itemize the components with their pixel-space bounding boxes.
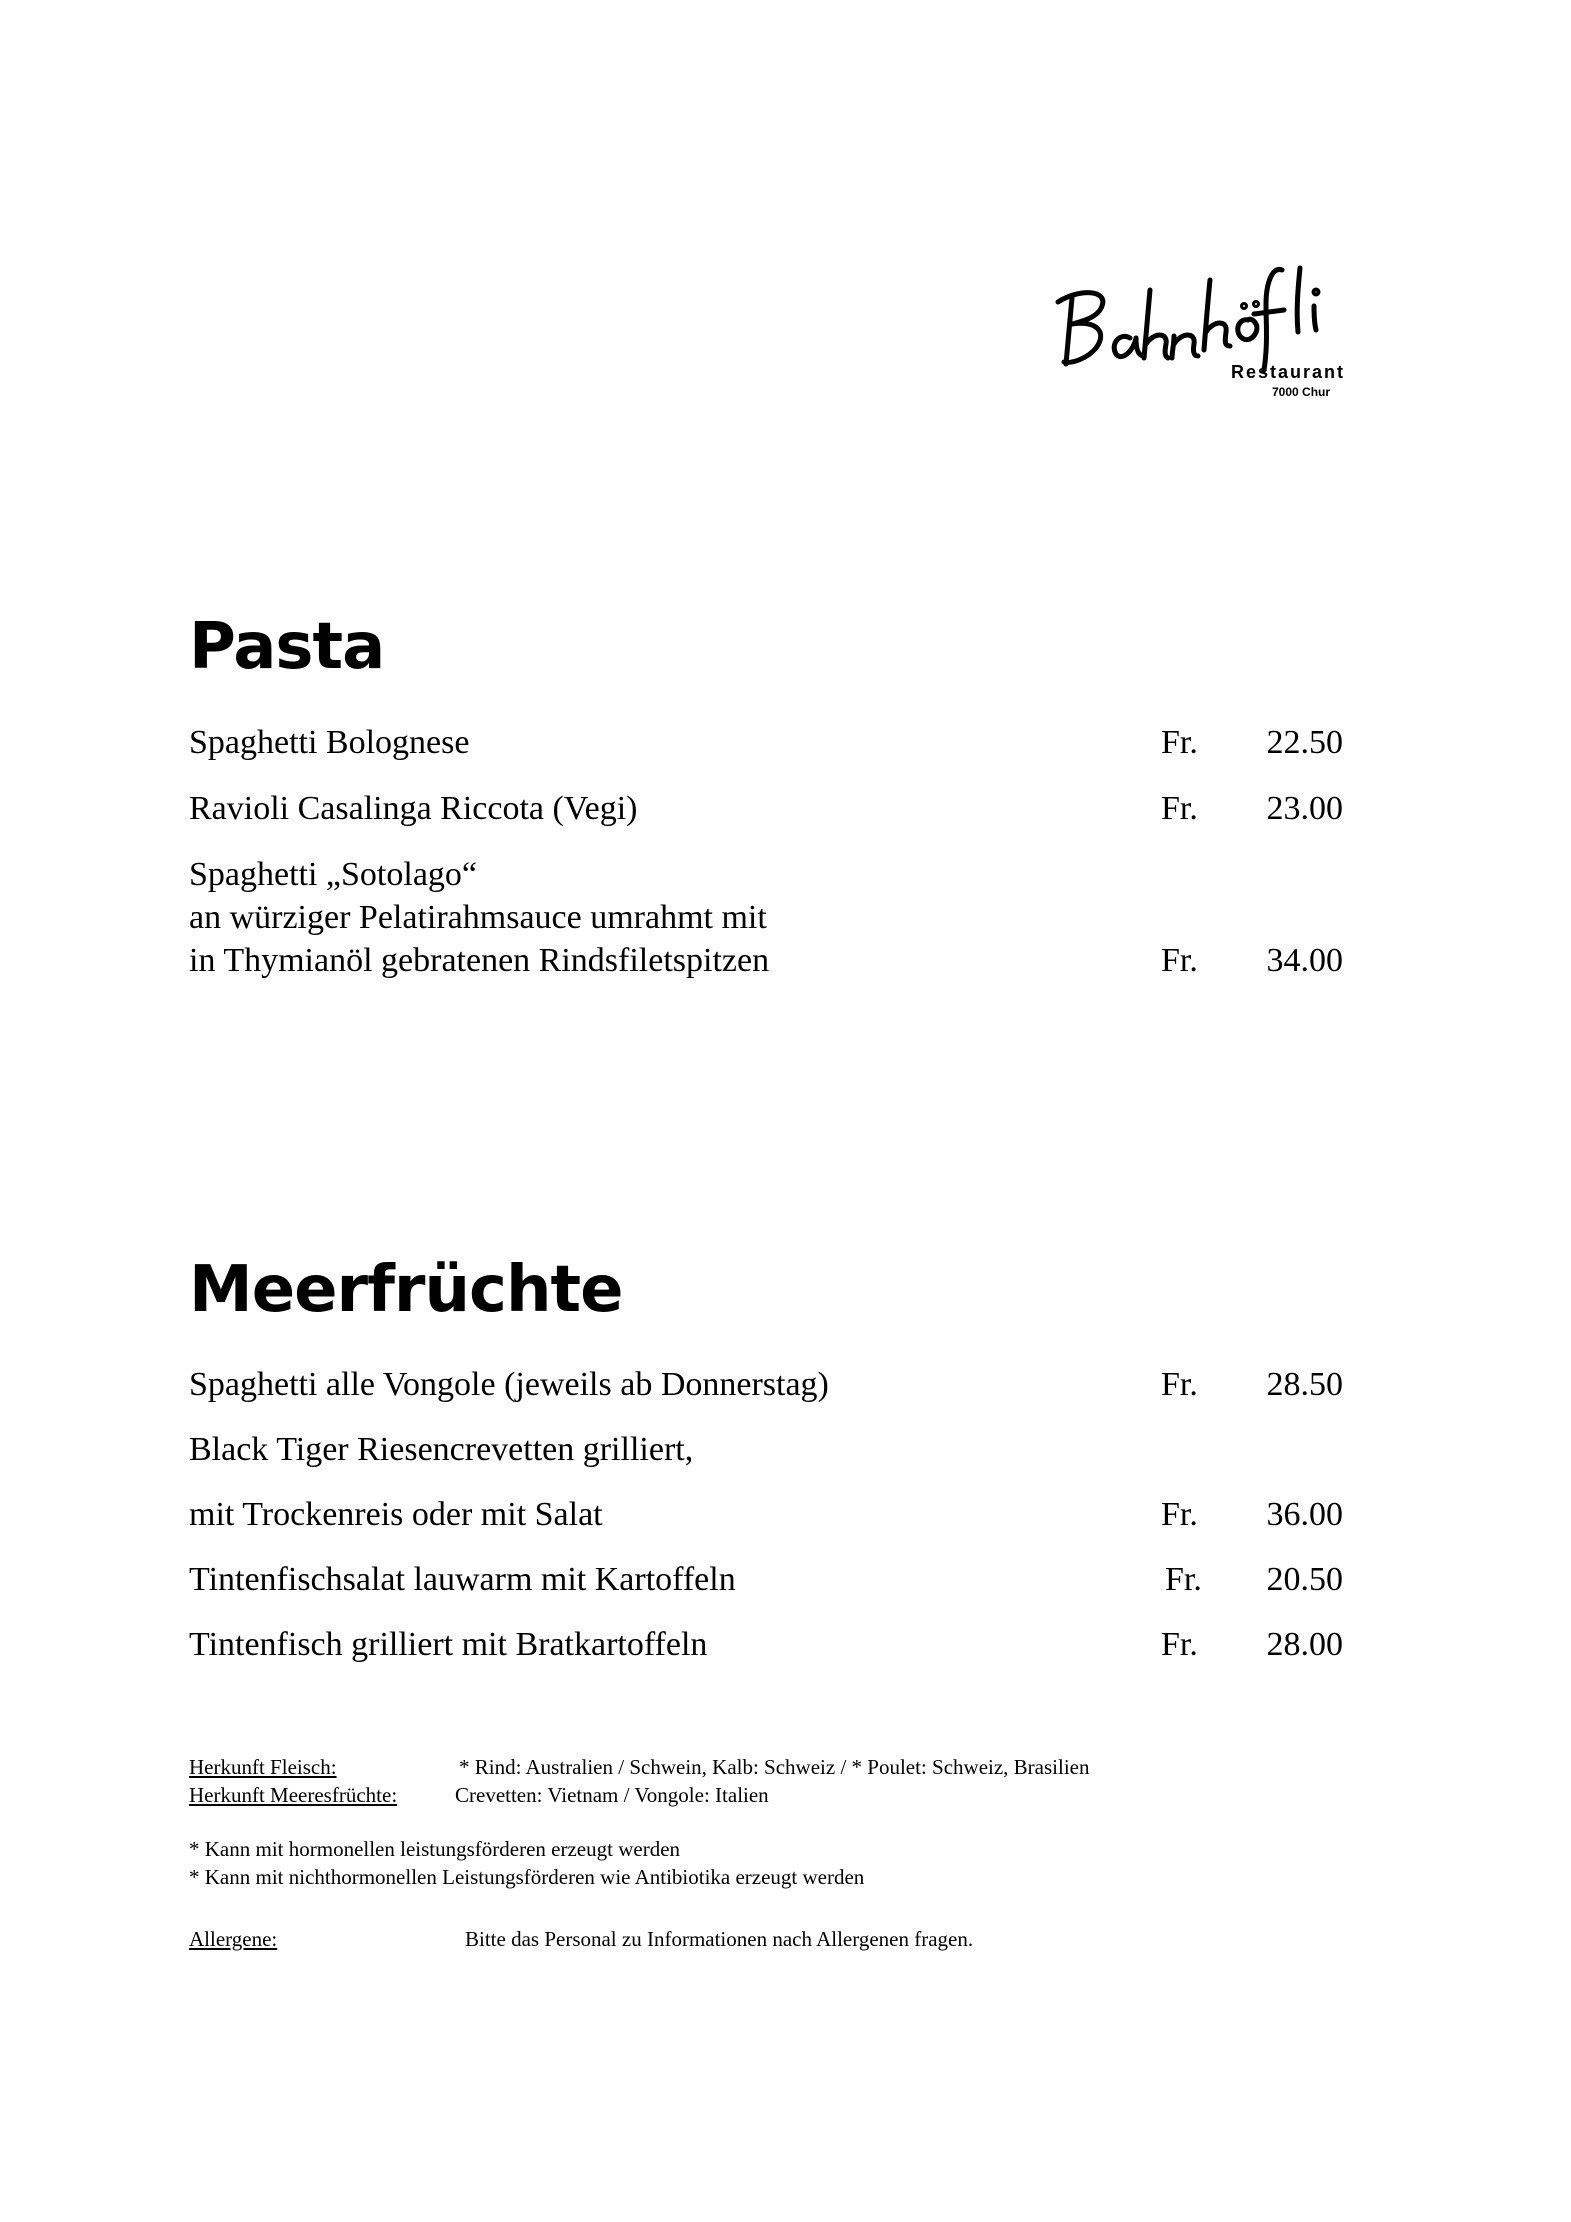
menu-item-name: Tintenfisch grilliert mit Bratkartoffeln [189,1626,708,1663]
menu-item-name: Tintenfischsalat lauwarm mit Kartoffeln [189,1561,736,1598]
menu-item-name: Spaghetti alle Vongole (jeweils ab Donnerstag) [189,1366,829,1403]
logo-graphic [1050,240,1380,399]
menu-item-name: Black Tiger Riesencrevetten grilliert, [189,1431,694,1468]
menu-item-vongole [189,1363,1359,1407]
menu-item-price: 34.00 [1266,942,1343,979]
menu-item-currency: Fr. [1161,1366,1198,1403]
menu-item-crevetten-line-1 [189,1428,1359,1472]
menu-item-name: Spaghetti „Sotolago“ [189,856,478,893]
herkunft-meer-text: Crevetten: Vietnam / Vongole: Italien [455,1783,769,1807]
herkunft-meer-row [189,1781,1289,1809]
logo-restaurant-text: Restaurant [1231,362,1346,382]
menu-item-sotolago-line-3 [189,939,1359,983]
menu-item-currency: Fr. [1161,1496,1198,1533]
restaurant-logo [1050,240,1380,399]
menu-item-currency: Fr. [1161,1626,1198,1663]
menu-item-tintenfisch-grilliert [189,1623,1359,1667]
menu-item-price: 23.00 [1266,790,1343,827]
hormon-note: * Kann mit hormonellen leistungsförderen erzeugt werden [189,1837,681,1861]
menu-item-sotolago-line-1 [189,853,1359,897]
menu-item-crevetten-line-2 [189,1493,1359,1537]
menu-item-description: an würziger Pelatirahmsauce umrahmt mit [189,899,767,936]
menu-item-name: Spaghetti Bolognese [189,724,470,761]
menu-item-tintenfischsalat [189,1558,1359,1602]
menu-item-spaghetti-bolognese [189,721,1359,765]
section-title-pasta: Pasta [189,610,385,684]
menu-item-currency: Fr. [1161,942,1198,979]
menu-item-price: 20.50 [1266,1561,1343,1598]
menu-item-price: 28.00 [1266,1626,1343,1663]
allergene-text: Bitte das Personal zu Informationen nach Allergenen fragen. [465,1927,974,1951]
herkunft-meer-label: Herkunft Meeresfrüchte: [189,1783,398,1807]
allergene-row [189,1925,1289,1953]
section-title-meerfruechte: Meerfrüchte [189,1253,623,1327]
logo-city-text: 7000 Chur [1272,385,1331,399]
menu-item-ravioli [189,787,1359,831]
menu-item-currency: Fr. [1161,790,1198,827]
allergene-label: Allergene: [189,1927,278,1951]
antibiotika-note: * Kann mit nichthormonellen Leistungsförderen wie Antibiotika erzeugt werden [189,1865,865,1889]
menu-item-sotolago-line-2 [189,896,1359,940]
menu-item-price: 36.00 [1266,1496,1343,1533]
menu-item-currency: Fr. [1161,724,1198,761]
menu-item-name: Ravioli Casalinga Riccota (Vegi) [189,790,638,827]
menu-item-currency: Fr. [1165,1561,1202,1598]
menu-item-price: 22.50 [1266,724,1343,761]
menu-item-description: mit Trockenreis oder mit Salat [189,1496,603,1533]
herkunft-fleisch-row [189,1753,1289,1781]
herkunft-fleisch-label: Herkunft Fleisch: [189,1755,337,1779]
menu-item-price: 28.50 [1266,1366,1343,1403]
herkunft-fleisch-text: * Rind: Australien / Schwein, Kalb: Schweiz / * Poulet: Schweiz, Brasilien [459,1755,1090,1779]
menu-item-description: in Thymianöl gebratenen Rindsfiletspitzen [189,942,770,979]
